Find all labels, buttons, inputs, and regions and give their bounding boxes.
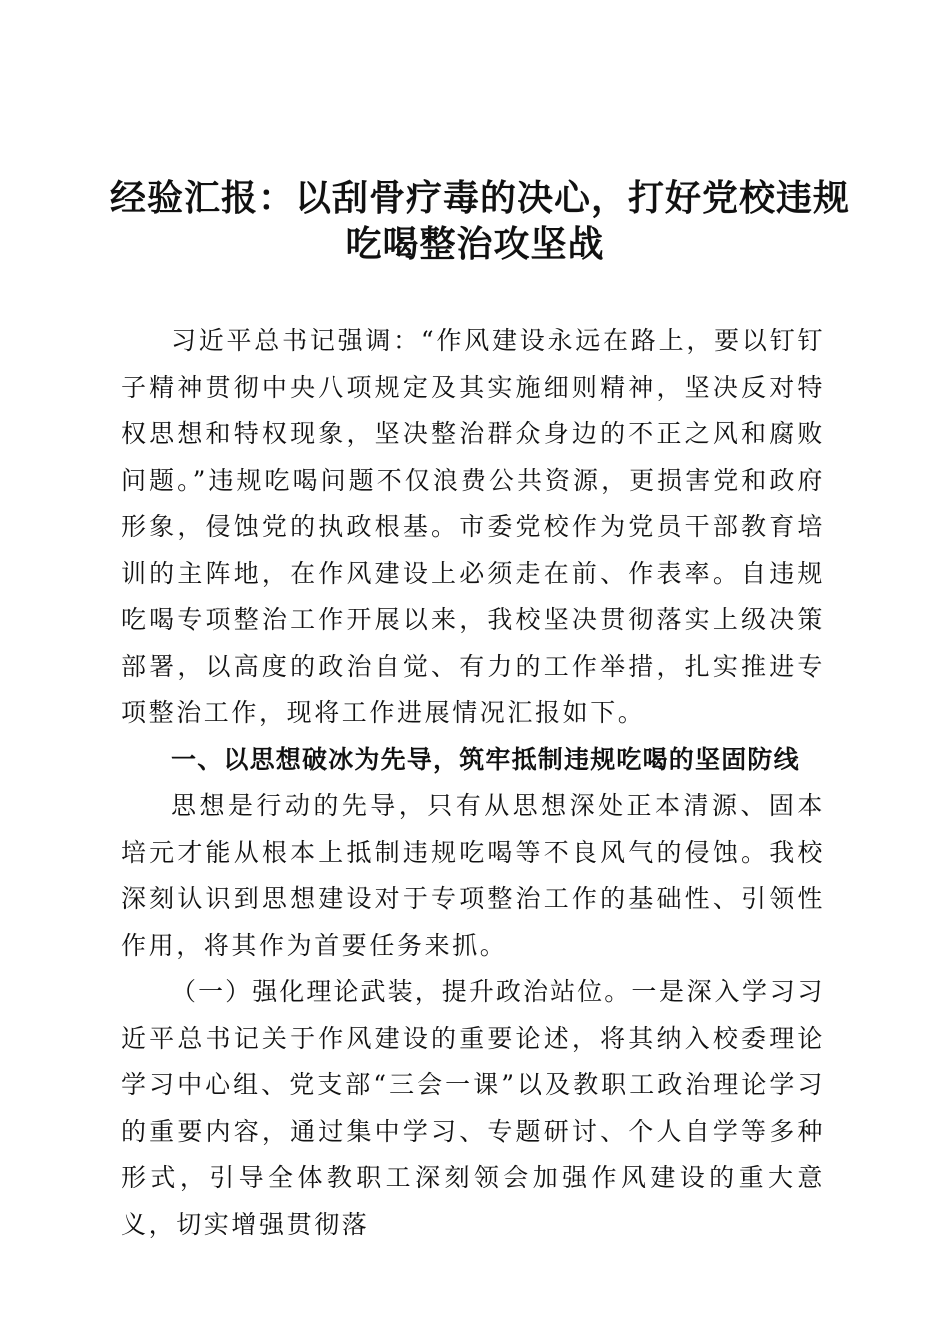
section-1-paragraph: 思想是行动的先导，只有从思想深处正本清源、固本培元才能从根本上抵制违规吃喝等不良风气的侵蚀。我校深刻认识到思想建设对于专项整治工作的基础性、引领性作用，将其作为首要任务来抓。 [121, 791, 825, 960]
section-heading-1: 一、以思想破冰为先导，筑牢抵制违规吃喝的坚固防线 [171, 744, 800, 774]
subsection-1-lead: （一）强化理论武装，提升政治站位。 [171, 977, 632, 1006]
subsection-1-text: 一是深入学习习近平总书记关于作风建设的重要论述，将其纳入校委理论学习中心组、党支部“三会一课”以及教职工政治理论学习的重要内容，通过集中学习、专题研讨、个人自学等多种形式，引导全体教职工深刻领会加强作风建设的重大意义，切实增强贯彻落 [121, 977, 825, 1239]
document-body [121, 318, 825, 1248]
title-line-1: 经验汇报：以刮骨疗毒的决心，打好党校违规 [110, 178, 851, 219]
subsection-1-paragraph [121, 969, 825, 1248]
document-title [110, 176, 851, 268]
title-line-2: 吃喝整治攻坚战 [345, 224, 605, 265]
intro-paragraph: 习近平总书记强调：“作风建设永远在路上，要以钉钉子精神贯彻中央八项规定及其实施细则精神，坚决反对特权思想和特权现象，坚决整治群众身边的不正之风和腐败问题。”违规吃喝问题不仅浪费公共资源，更损害党和政府形象，侵蚀党的执政根基。市委党校作为党员干部教育培训的主阵地，在作风建设上必须走在前、作表率。自违规吃喝专项整治工作开展以来，我校坚决贯彻落实上级决策部署，以高度的政治自觉、有力的工作举措，扎实推进专项整治工作，现将工作进展情况汇报如下。 [121, 326, 825, 727]
